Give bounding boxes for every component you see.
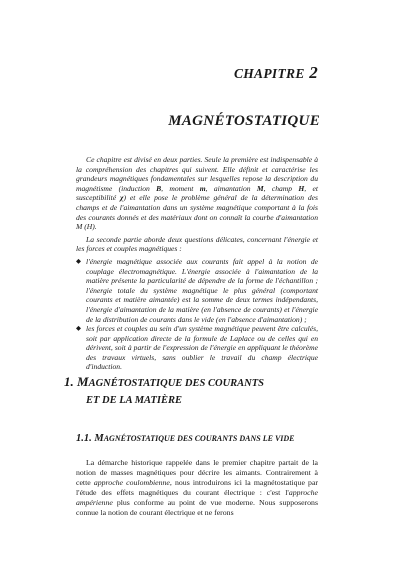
chapter-heading bbox=[234, 63, 318, 83]
body-text bbox=[76, 458, 318, 517]
section-title-initial: M bbox=[77, 374, 89, 389]
section-title-line-1: AGNÉTOSTATIQUE DES COURANTS bbox=[88, 378, 264, 389]
diamond-bullet-icon: ◆ bbox=[76, 325, 81, 333]
summary-list-item: ◆ l'énergie magnétique associée aux courants fait appel à la notion de couplage électromagnétique. L'énergie associée à l'aimantation de la matière présente la particularité de dépendre de la forme de l'échantillon ; l'énergie totale du système magnétique le plus général (comportant courants et matière aimantée) est la somme de deux termes indépendants, l'énergie d'aimantation de la matière (en l'absence de courants) et l'énergie de la distribution de courants dans le vide (en l'absence d'aimantation) ; bbox=[76, 256, 318, 324]
body-paragraph: La démarche historique rappelée dans le premier chapitre partait de la notion de masses magnétiques pour décrire les aimants. Contrairement à cette approche coulombienne, nous introduirons ici la magnétostatique par l'étude des effets magnétiques du courant électrique : c'est l'approche ampérienne plus conforme au point de vue moderne. Nous supposerons connue la notion de courant électrique et ne ferons bbox=[76, 458, 319, 517]
subsection-title-initial: M bbox=[94, 433, 104, 444]
chapter-title-text: MAGNÉTOSTATIQUE bbox=[168, 113, 320, 129]
subsection-heading-1-1 bbox=[76, 433, 336, 444]
chapter-summary bbox=[76, 155, 318, 372]
summary-list bbox=[76, 257, 318, 372]
section-number: 1. bbox=[64, 374, 74, 389]
diamond-bullet-icon: ◆ bbox=[76, 257, 81, 265]
summary-paragraph-1: Ce chapitre est divisé en deux parties. Seule la première est indispensable à la compréhension des chapitres qui suivent. Elle définit et caractérise les grandeurs magnétiques fondamentales sur lesquelles repose la description du magnétisme (induction B, moment m, aimantation M, champ H, et susceptibilité χ) et elle pose le problème général de la détermination des champs et de l'aimantation dans un système magnétique comportant à la fois des courants donnés et des matériaux dont on connaît la courbe d'aimantation M (H). bbox=[76, 155, 318, 232]
summary-paragraph-2: La seconde partie aborde deux questions délicates, concernant l'énergie et les forces et couples magnétiques : bbox=[76, 234, 318, 254]
chapter-number: 2 bbox=[309, 63, 318, 82]
subsection-title: AGNÉTOSTATIQUE DES COURANTS DANS LE VIDE bbox=[103, 434, 295, 443]
section-heading-1 bbox=[64, 373, 344, 409]
chapter-title bbox=[168, 109, 320, 131]
chapter-label: CHAPITRE bbox=[233, 66, 305, 81]
summary-list-item: ◆ les forces et couples au sein d'un système magnétique peuvent être calculés, soit par application directe de la formule de Laplace ou de celles qui en dérivent, soit à partir de l'expression de l'énergie en appliquant le théorème des travaux virtuels, sans oublier le travail du champ électrique d'induction. bbox=[76, 324, 318, 372]
section-title-line-2: ET DE LA MATIÈRE bbox=[86, 395, 182, 406]
subsection-number: 1.1. bbox=[76, 433, 92, 444]
